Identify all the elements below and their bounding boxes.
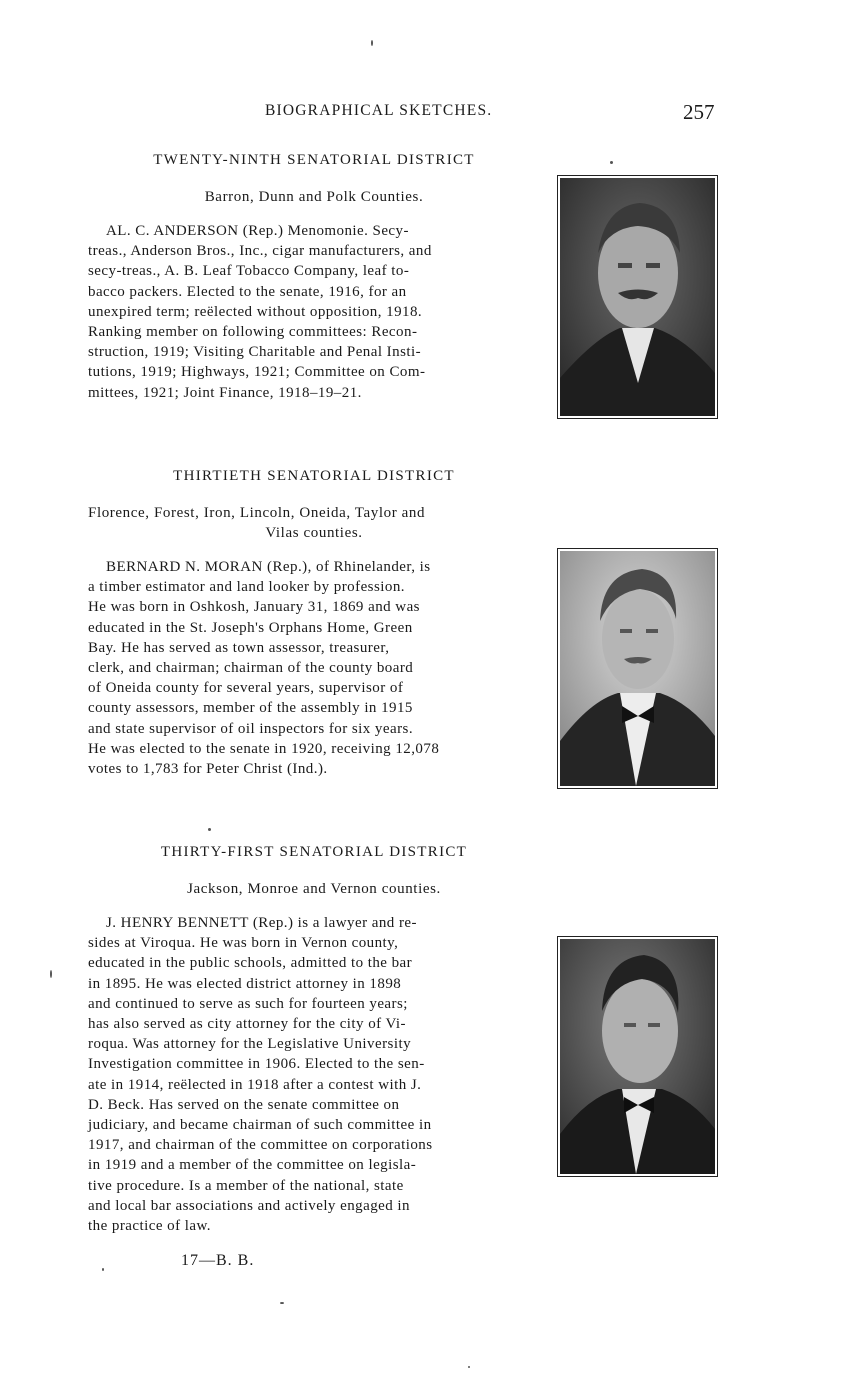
district-counties	[88, 187, 540, 207]
scan-speck	[102, 1268, 104, 1271]
bio-line: of Oneida county for several years, supervisor of	[88, 680, 404, 697]
bio-line: and state supervisor of oil inspectors for six years.	[88, 720, 414, 737]
bio-line: ate in 1914, reëlected in 1918 after a contest with J.	[88, 1076, 422, 1093]
scan-speck	[468, 1366, 470, 1368]
signature-mark: 17—B. B.	[181, 1252, 255, 1269]
bio-line: judiciary, and became chairman of such committee in	[88, 1117, 432, 1134]
counties-text: Barron, Dunn and Polk Counties.	[204, 189, 424, 205]
counties-text: Florence, Forest, Iron, Lincoln, Oneida, Taylor and	[88, 505, 426, 521]
bio-line: tive procedure. Is a member of the national, state	[88, 1177, 404, 1194]
district-section-29	[88, 152, 540, 403]
counties-text: Jackson, Monroe and Vernon counties.	[187, 881, 441, 897]
portrait-photo-moran	[557, 548, 718, 789]
bio-line: roqua. Was attorney for the Legislative University	[88, 1036, 412, 1053]
bio-line: Ranking member on following committees: Recon-	[88, 324, 418, 341]
bio-line: treas., Anderson Bros., Inc., cigar manufacturers, and	[88, 243, 432, 260]
bio-line: sides at Viroqua. He was born in Vernon county,	[88, 935, 399, 952]
portrait-image	[560, 551, 715, 786]
district-heading: TWENTY-NINTH SENATORIAL DISTRICT	[153, 152, 475, 168]
bio-line: unexpired term; reëlected without opposition, 1918.	[88, 303, 423, 320]
district-section-31	[88, 844, 540, 1236]
district-heading: THIRTIETH SENATORIAL DISTRICT	[173, 468, 455, 484]
portrait-image	[560, 939, 715, 1174]
running-head: BIOGRAPHICAL SKETCHES.	[265, 102, 493, 119]
portrait-photo-bennett	[557, 936, 718, 1177]
portrait-photo-anderson	[557, 175, 718, 419]
bio-line: clerk, and chairman; chairman of the county board	[88, 660, 414, 677]
biography-paragraph	[88, 557, 540, 779]
bio-line: BERNARD N. MORAN (Rep.), of Rhinelander, is	[106, 559, 431, 575]
district-section-30	[88, 468, 540, 779]
bio-line: and local bar associations and actively engaged in	[88, 1197, 410, 1214]
bio-line: the practice of law.	[88, 1218, 211, 1235]
biography-paragraph	[88, 221, 540, 403]
bio-line: has also served as city attorney for the city of Vi-	[88, 1016, 406, 1033]
bio-line: educated in the St. Joseph's Orphans Home, Green	[88, 619, 413, 636]
bio-line: in 1895. He was elected district attorney in 1898	[88, 975, 402, 992]
bio-line: He was born in Oshkosh, January 31, 1869 and was	[88, 599, 420, 616]
page-number: 257	[683, 100, 715, 124]
portrait-image	[560, 178, 715, 416]
scan-speck	[50, 970, 52, 978]
bio-line: Investigation committee in 1906. Elected to the sen-	[88, 1056, 425, 1073]
bio-line: votes to 1,783 for Peter Christ (Ind.).	[88, 761, 328, 778]
bio-line: county assessors, member of the assembly in 1915	[88, 700, 413, 717]
bio-line: tutions, 1919; Highways, 1921; Committee on Com-	[88, 364, 426, 381]
bio-line: struction, 1919; Visiting Charitable and Penal Insti-	[88, 344, 422, 361]
counties-text-continued: Vilas counties.	[265, 525, 363, 541]
scan-speck	[208, 828, 211, 831]
bio-line: Bay. He has served as town assessor, treasurer,	[88, 639, 390, 656]
bio-line: in 1919 and a member of the committee on legisla-	[88, 1157, 417, 1174]
bio-line: J. HENRY BENNETT (Rep.) is a lawyer and re-	[106, 915, 417, 931]
bio-line: mittees, 1921; Joint Finance, 1918–19–21.	[88, 384, 362, 401]
bio-line: secy-treas., A. B. Leaf Tobacco Company, leaf to-	[88, 263, 410, 280]
district-heading: THIRTY-FIRST SENATORIAL DISTRICT	[160, 844, 468, 860]
bio-line: AL. C. ANDERSON (Rep.) Menomonie. Secy-	[106, 223, 409, 239]
bio-line: bacco packers. Elected to the senate, 1916, for an	[88, 283, 407, 300]
bio-line: He was elected to the senate in 1920, receiving 12,078	[88, 740, 440, 757]
bio-line: 1917, and chairman of the committee on corporations	[88, 1137, 433, 1154]
bio-line: a timber estimator and land looker by profession.	[88, 579, 405, 596]
scan-speck	[610, 161, 613, 164]
scan-speck	[280, 1302, 284, 1304]
scan-speck	[371, 40, 373, 46]
biography-paragraph	[88, 913, 540, 1236]
bio-line: D. Beck. Has served on the senate committee on	[88, 1096, 400, 1113]
bio-line: educated in the public schools, admitted to the bar	[88, 955, 413, 972]
district-counties	[88, 879, 540, 899]
bio-line: and continued to serve as such for fourteen years;	[88, 995, 408, 1012]
district-counties	[88, 503, 540, 543]
